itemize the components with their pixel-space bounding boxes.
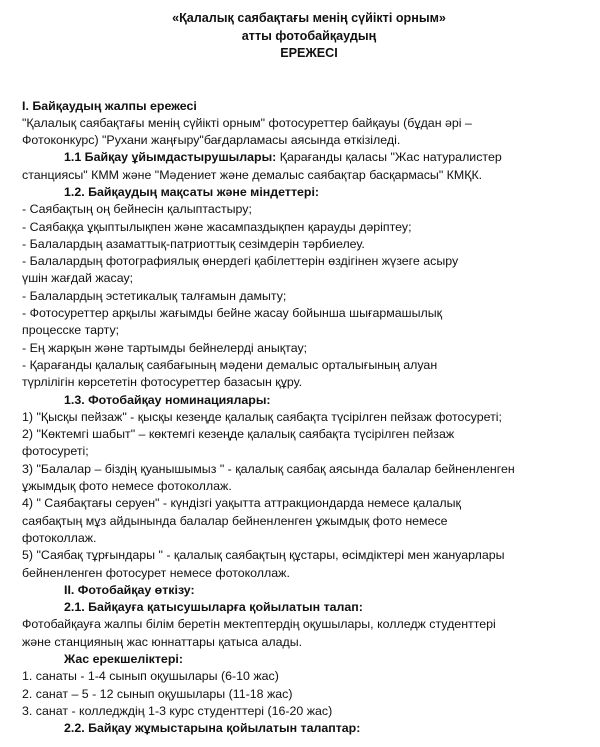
age-category: 3. санат - колледждің 1-3 курс студенттері (16-20 жас) [22,703,333,718]
intro-line-2: Фотоконкурс) "Рухани жаңғыру"бағдарламасы аясында өткізіледі. [22,133,401,148]
participants-line-1: Фотобайқауға жалпы білім беретін мектептердің оқушылары, колледж студенттері [22,617,496,632]
goal-line: - Балалардың фотографиялық өнердегі қабілеттерін өздігінен жүзеге асыру [22,254,459,269]
requirements-heading: 2.2. Байқау жұмыстарына қойылатын талаптар: [64,721,361,736]
nomination-line: 5) "Саябақ тұрғындары " - қалалық саябақтың құстары, өсімдіктері мен жануарлары [22,548,505,563]
title-line-3: ЕРЕЖЕСІ [280,46,338,60]
organizers-text: Қарағанды қаласы "Жас натуралистер [276,150,502,165]
goal-line: түрлілігін көрсететін фотосуреттер базасын құру. [22,375,303,390]
nomination-line: бейненленген фотосурет немесе фотоколлаж. [22,565,290,580]
participants-heading: 2.1. Байқауға қатысушыларға қойылатын талап: [64,600,363,615]
participants-line-2: және станцияның жас юннаттары қатыса алады. [22,634,303,649]
nomination-line: фотоколлаж. [22,530,97,545]
goal-line: - Саябаққа ұқыптылықпен және жасампаздықпен қарауды дәріптеу; [22,219,412,234]
age-category: 2. санат – 5 - 12 сынып оқушылары (11-18 жас) [22,686,293,701]
goal-line: - Балалардың азаматтық-патриоттық сезімдерін тәрбиелеу. [22,236,365,251]
goal-line: - Балалардың эстетикалық талғамын дамыту; [22,288,287,303]
goal-line: - Фотосуреттер арқылы жағымды бейне жасау бойынша шығармашылық [22,306,443,321]
organizers-line-2: станциясы" КММ және "Мәдениет және демалыс саябақтар басқармасы" КМҚК. [22,167,483,182]
document-title [46,10,572,63]
nomination-line: 4) " Саябақтағы серуен" - күндізгі уақытта аттракциондарда немесе қалалық [22,496,461,511]
nominations-heading: 1.3. Фотобайқау номинациялары: [64,392,271,407]
goal-line: - Саябақтың оң бейнесін қалыптастыру; [22,202,252,217]
goals-heading: 1.2. Байқаудың мақсаты және міндеттері: [64,184,320,199]
nomination-line: саябақтың мұз айдынында балалар бейненленген ұжымдық фото немесе [22,513,448,528]
intro-line-1: "Қалалық саябақтағы менің сүйікті орным" фотосуреттер байқауы (бұдан әрі – [22,115,472,130]
nomination-line: фотосуреті; [22,444,89,459]
nomination-line: 1) "Қысқы пейзаж" - қысқы кезеңде қалалық саябақта түсірілген пейзаж фотосуреті; [22,409,502,424]
nomination-line: 2) "Көктемгі шабыт" – көктемгі кезеңде қалалық саябақта түсірілген пейзаж [22,427,455,442]
goal-line: процесске тарту; [22,323,120,338]
title-line-2: атты фотобайқаудың [241,28,377,43]
goal-line: - Ең жарқын және тартымды бейнелерді анықтау; [22,340,308,355]
nomination-line: 3) "Балалар – біздің қуанышымыз " - қалалық саябақ аясында балалар бейненленген [22,461,515,476]
organizers-label: 1.1 Байқау ұйымдастырушылары: [64,150,277,165]
organizers-line-1 [22,149,572,166]
nomination-line: ұжымдық фото немесе фотоколлаж. [22,479,232,494]
age-category: 1. санаты - 1-4 сынып оқушылары (6-10 жас) [22,669,279,684]
goal-line: - Қарағанды қалалық саябағының мәдени демалыс орталығының алуан [22,357,438,372]
age-heading: Жас ерекшеліктері: [64,652,183,666]
title-line-1: «Қалалық саябақтағы менің сүйікті орным» [172,11,446,25]
goal-line: үшін жағдай жасау; [22,271,134,286]
section-1-heading: I. Байқаудың жалпы ережесі [22,98,197,113]
section-2-heading: II. Фотобайқау өткізу: [64,582,195,597]
